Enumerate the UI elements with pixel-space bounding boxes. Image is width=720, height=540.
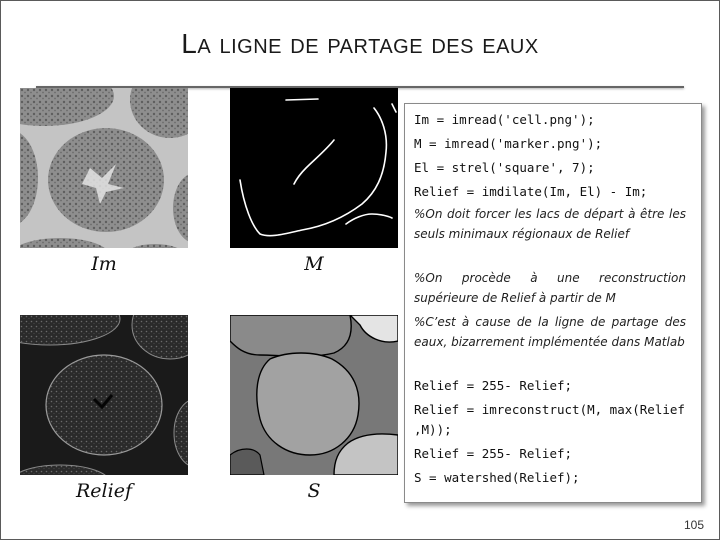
caption-im: Im xyxy=(91,253,117,275)
caption-relief: Relief xyxy=(76,480,132,502)
image-m xyxy=(230,88,398,248)
image-s xyxy=(230,315,398,475)
code-comment: %On procède à une reconstruction supérieure de Relief à partir de M xyxy=(414,271,686,305)
code-line: Relief = 255- Relief; xyxy=(414,378,573,393)
code-comment: %C’est à cause de la ligne de partage des eaux, bizarrement implémentée dans Matlab xyxy=(414,315,686,349)
code-line: Relief = 255- Relief; xyxy=(414,446,573,461)
image-im xyxy=(20,88,188,248)
code-line: Relief = imdilate(Im, El) - Im; xyxy=(414,184,648,199)
code-line: S = watershed(Relief); xyxy=(414,470,580,485)
code-line: El = strel('square', 7); xyxy=(414,160,595,175)
code-comment: %On doit forcer les lacs de départ à être les seuls minimaux régionaux de Relief xyxy=(414,207,686,241)
caption-m: M xyxy=(304,253,324,275)
slide-title: La ligne de partage des eaux xyxy=(181,28,539,59)
code-line: Relief = imreconstruct(M, max(Relief ,M)); xyxy=(414,402,685,437)
code-line: Im = imread('cell.png'); xyxy=(414,112,595,127)
caption-s: S xyxy=(307,480,321,502)
code-line: M = imread('marker.png'); xyxy=(414,136,603,151)
code-listing xyxy=(404,103,702,503)
page-number: 105 xyxy=(683,518,704,532)
image-relief xyxy=(20,315,188,475)
